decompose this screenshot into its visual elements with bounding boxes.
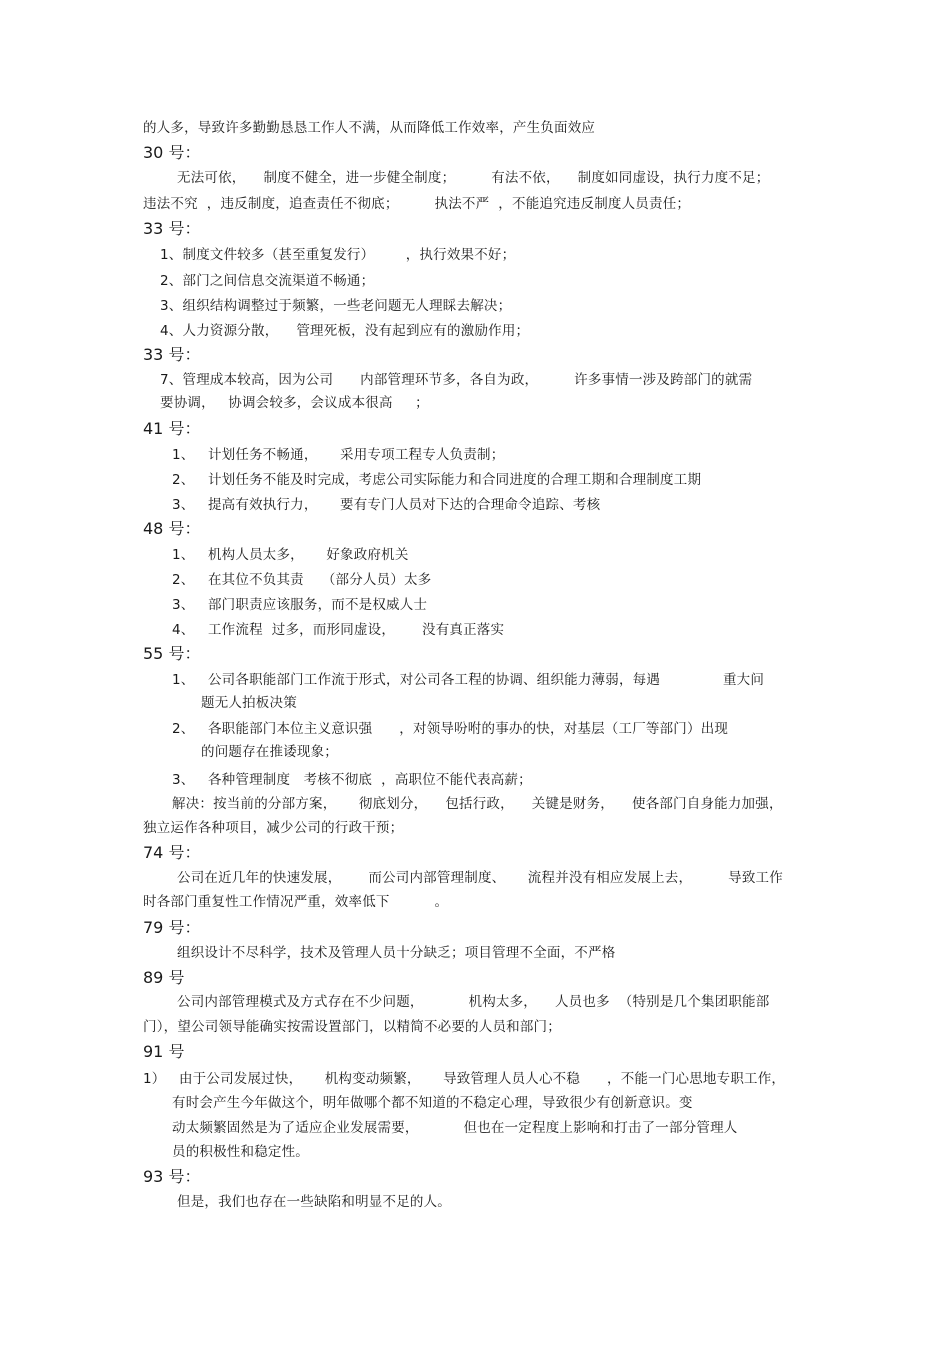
text-line: 1、 机构人员太多， 好象政府机关	[172, 547, 409, 563]
section-heading: 89 号	[143, 968, 185, 987]
text-line: 2、 在其位不负其责 （部分人员）太多	[172, 572, 432, 588]
text-line: 3、组织结构调整过于频繁，一些老问题无人理睬去解决；	[160, 298, 512, 314]
section-heading: 33 号：	[143, 219, 201, 238]
text-line: 的人多，导致许多勤勤恳恳工作人不满，从而降低工作效率，产生负面效应	[143, 120, 596, 136]
text-line: 门），望公司领导能确实按需设置部门，以精简不必要的人员和部门；	[143, 1019, 561, 1035]
text-line: 动太频繁固然是为了适应企业发展需要， 但也在一定程度上影响和打击了一部分管理人	[172, 1120, 738, 1136]
section-heading: 91 号	[143, 1042, 185, 1061]
text-line: 1、制度文件较多（甚至重复发行） ，执行效果不好；	[160, 247, 516, 263]
text-line: 组织设计不尽科学，技术及管理人员十分缺乏；项目管理不全面，不严格	[177, 945, 616, 961]
text-line: 但是，我们也存在一些缺陷和明显不足的人。	[177, 1194, 451, 1210]
text-line: 公司内部管理模式及方式存在不少问题， 机构太多， 人员也多 （特别是几个集团职能部	[177, 994, 770, 1010]
text-line: 无法可依， 制度不健全，进一步健全制度； 有法不依， 制度如同虚设，执行力度不足；	[177, 170, 770, 186]
section-heading: 55 号：	[143, 644, 201, 663]
text-line: 4、 工作流程 过多，而形同虚设， 没有真正落实	[172, 622, 505, 638]
text-line: 时各部门重复性工作情况严重，效率低下 。	[143, 894, 449, 910]
text-line: 3、 部门职责应该服务，而不是权威人士	[172, 597, 428, 613]
text-line: 1、 公司各职能部门工作流于形式，对公司各工程的协调、组织能力薄弱，每遇 重大问	[172, 672, 765, 688]
text-line: 7、管理成本较高，因为公司 内部管理环节多，各自为政， 许多事情一涉及跨部门的就需	[160, 372, 753, 388]
text-line: 2、 各职能部门本位主义意识强 ，对领导吩咐的事办的快，对基层（工厂等部门）出现	[172, 721, 729, 737]
section-heading: 93 号：	[143, 1167, 201, 1186]
section-heading: 79 号：	[143, 918, 201, 937]
text-line: 题无人拍板决策	[201, 695, 297, 711]
text-line: 公司在近几年的快速发展， 而公司内部管理制度、 流程并没有相应发展上去， 导致工作	[177, 870, 783, 886]
section-heading: 41 号：	[143, 419, 201, 438]
text-line: 2、部门之间信息交流渠道不畅通；	[160, 273, 375, 289]
text-line: 3、 各种管理制度 考核不彻底 ，高职位不能代表高薪；	[172, 772, 532, 788]
section-heading: 48 号：	[143, 519, 201, 538]
text-line: 违法不究 ，违反制度，追查责任不彻底； 执法不严 ，不能追究违反制度人员责任；	[143, 196, 691, 212]
text-line: 要协调， 协调会较多，会议成本很高 ；	[160, 395, 429, 411]
section-heading: 30 号：	[143, 143, 201, 162]
text-line: 4、人力资源分散， 管理死板，没有起到应有的激励作用；	[160, 323, 530, 339]
text-line: 员的积极性和稳定性。	[172, 1144, 309, 1160]
text-line: 1） 由于公司发展过快， 机构变动频繁， 导致管理人员人心不稳 ，不能一门心思地专职工作，	[143, 1071, 786, 1087]
text-line: 独立运作各种项目，减少公司的行政干预；	[143, 820, 404, 836]
text-line: 有时会产生今年做这个，明年做哪个都不知道的不稳定心理，导致很少有创新意识。变	[172, 1095, 693, 1111]
text-line: 3、 提高有效执行力， 要有专门人员对下达的合理命令追踪、考核	[172, 497, 601, 513]
text-line: 的问题存在推诿现象；	[201, 744, 338, 760]
text-line: 1、 计划任务不畅通， 采用专项工程专人负责制；	[172, 447, 505, 463]
text-line: 2、 计划任务不能及时完成，考虑公司实际能力和合同进度的合理工期和合理制度工期	[172, 472, 702, 488]
section-heading: 74 号：	[143, 843, 201, 862]
section-heading: 33 号：	[143, 345, 201, 364]
text-line: 解决：按当前的分部方案， 彻底划分， 包括行政， 关键是财务， 使各部门自身能力加强，	[172, 796, 783, 812]
